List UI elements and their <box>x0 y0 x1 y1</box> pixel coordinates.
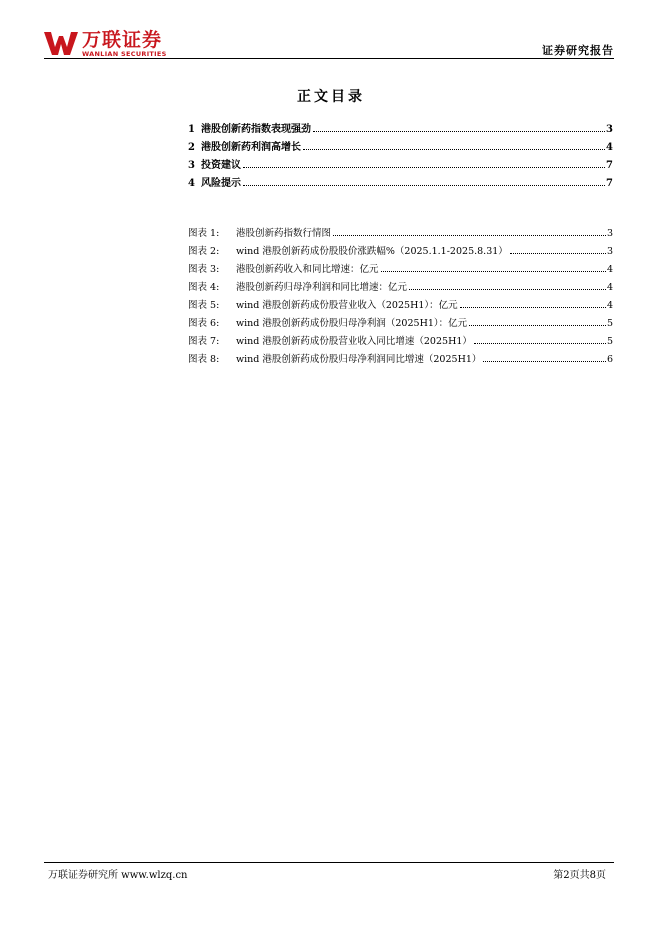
dot-leader <box>510 253 606 254</box>
figure-entry[interactable] <box>188 279 613 297</box>
figure-title: wind 港股创新药成份股营业收入（2025H1）：亿元 <box>236 300 458 311</box>
footer-source: 万联证券研究所 www.wlzq.cn <box>48 870 188 881</box>
header-divider <box>44 58 614 59</box>
toc-entry-page: 7 <box>606 178 613 189</box>
figure-entry[interactable] <box>188 225 613 243</box>
figure-entry[interactable] <box>188 261 613 279</box>
figure-title: wind 港股创新药成份股归母净利润（2025H1）：亿元 <box>236 318 468 329</box>
toc-entry[interactable] <box>188 157 613 175</box>
logo-text-cn: 万联证券 <box>82 29 163 51</box>
figure-page: 6 <box>606 354 613 365</box>
figure-entry[interactable] <box>188 297 613 315</box>
figure-page: 4 <box>606 282 613 293</box>
toc-entry-title: 港股创新药利润高增长 <box>200 142 301 153</box>
toc-entry-page: 3 <box>606 124 613 135</box>
page-header <box>0 0 662 60</box>
dot-leader <box>474 343 606 344</box>
figure-title: wind 港股创新药成份股股价涨跌幅%（2025.1.1-2025.8.31） <box>236 246 508 257</box>
figure-title: 港股创新药指数行情图 <box>236 228 332 239</box>
figure-list <box>188 225 613 369</box>
figure-label: 图表 1: <box>188 228 220 239</box>
dot-leader <box>483 361 606 362</box>
figure-entry[interactable] <box>188 351 613 369</box>
figure-entry[interactable] <box>188 333 613 351</box>
toc-entry-number: 4 <box>188 178 195 189</box>
toc-entry-title: 港股创新药指数表现强劲 <box>200 124 311 135</box>
figure-title: 港股创新药收入和同比增速：亿元 <box>236 264 379 275</box>
toc-entry-number: 1 <box>188 124 195 135</box>
figure-page: 5 <box>606 336 613 347</box>
figure-title: wind 港股创新药成份股营业收入同比增速（2025H1） <box>236 336 472 347</box>
toc-entry-page: 7 <box>606 160 613 171</box>
figure-page: 3 <box>606 246 613 257</box>
dot-leader <box>381 271 606 272</box>
toc-entry[interactable] <box>188 139 613 157</box>
toc-entry-title: 投资建议 <box>200 160 241 171</box>
figure-label: 图表 6: <box>188 318 220 329</box>
dot-leader <box>243 185 605 186</box>
page-number: 第2页共8页 <box>553 870 606 881</box>
figure-page: 5 <box>606 318 613 329</box>
figure-label: 图表 2: <box>188 246 220 257</box>
company-logo <box>44 30 184 58</box>
dot-leader <box>313 131 605 132</box>
figure-label: 图表 4: <box>188 282 220 293</box>
figure-label: 图表 5: <box>188 300 220 311</box>
dot-leader <box>460 307 606 308</box>
dot-leader <box>303 149 605 150</box>
dot-leader <box>469 325 606 326</box>
toc-entry-title: 风险提示 <box>200 178 241 189</box>
toc-entry-number: 2 <box>188 142 195 153</box>
figure-page: 3 <box>606 228 613 239</box>
toc-entry[interactable] <box>188 175 613 193</box>
report-type-label: 证券研究报告 <box>542 44 614 57</box>
figure-title: 港股创新药归母净利润和同比增速：亿元 <box>236 282 408 293</box>
toc-heading: 正文目录 <box>297 89 365 105</box>
dot-leader <box>243 167 605 168</box>
figure-page: 4 <box>606 300 613 311</box>
figure-label: 图表 8: <box>188 354 220 365</box>
figure-title: wind 港股创新药成份股归母净利润同比增速（2025H1） <box>236 354 482 365</box>
dot-leader <box>409 289 606 290</box>
toc-entry-number: 3 <box>188 160 195 171</box>
toc-entry[interactable] <box>188 121 613 139</box>
dot-leader <box>333 235 606 236</box>
w-logo-icon <box>44 30 78 56</box>
toc-entry-page: 4 <box>606 142 613 153</box>
figure-page: 4 <box>606 264 613 275</box>
footer-divider <box>44 862 614 863</box>
figure-entry[interactable] <box>188 315 613 333</box>
figure-label: 图表 3: <box>188 264 220 275</box>
figure-label: 图表 7: <box>188 336 220 347</box>
toc-list <box>188 121 613 193</box>
figure-entry[interactable] <box>188 243 613 261</box>
logo-text-en: WANLIAN SECURITIES <box>82 50 167 58</box>
